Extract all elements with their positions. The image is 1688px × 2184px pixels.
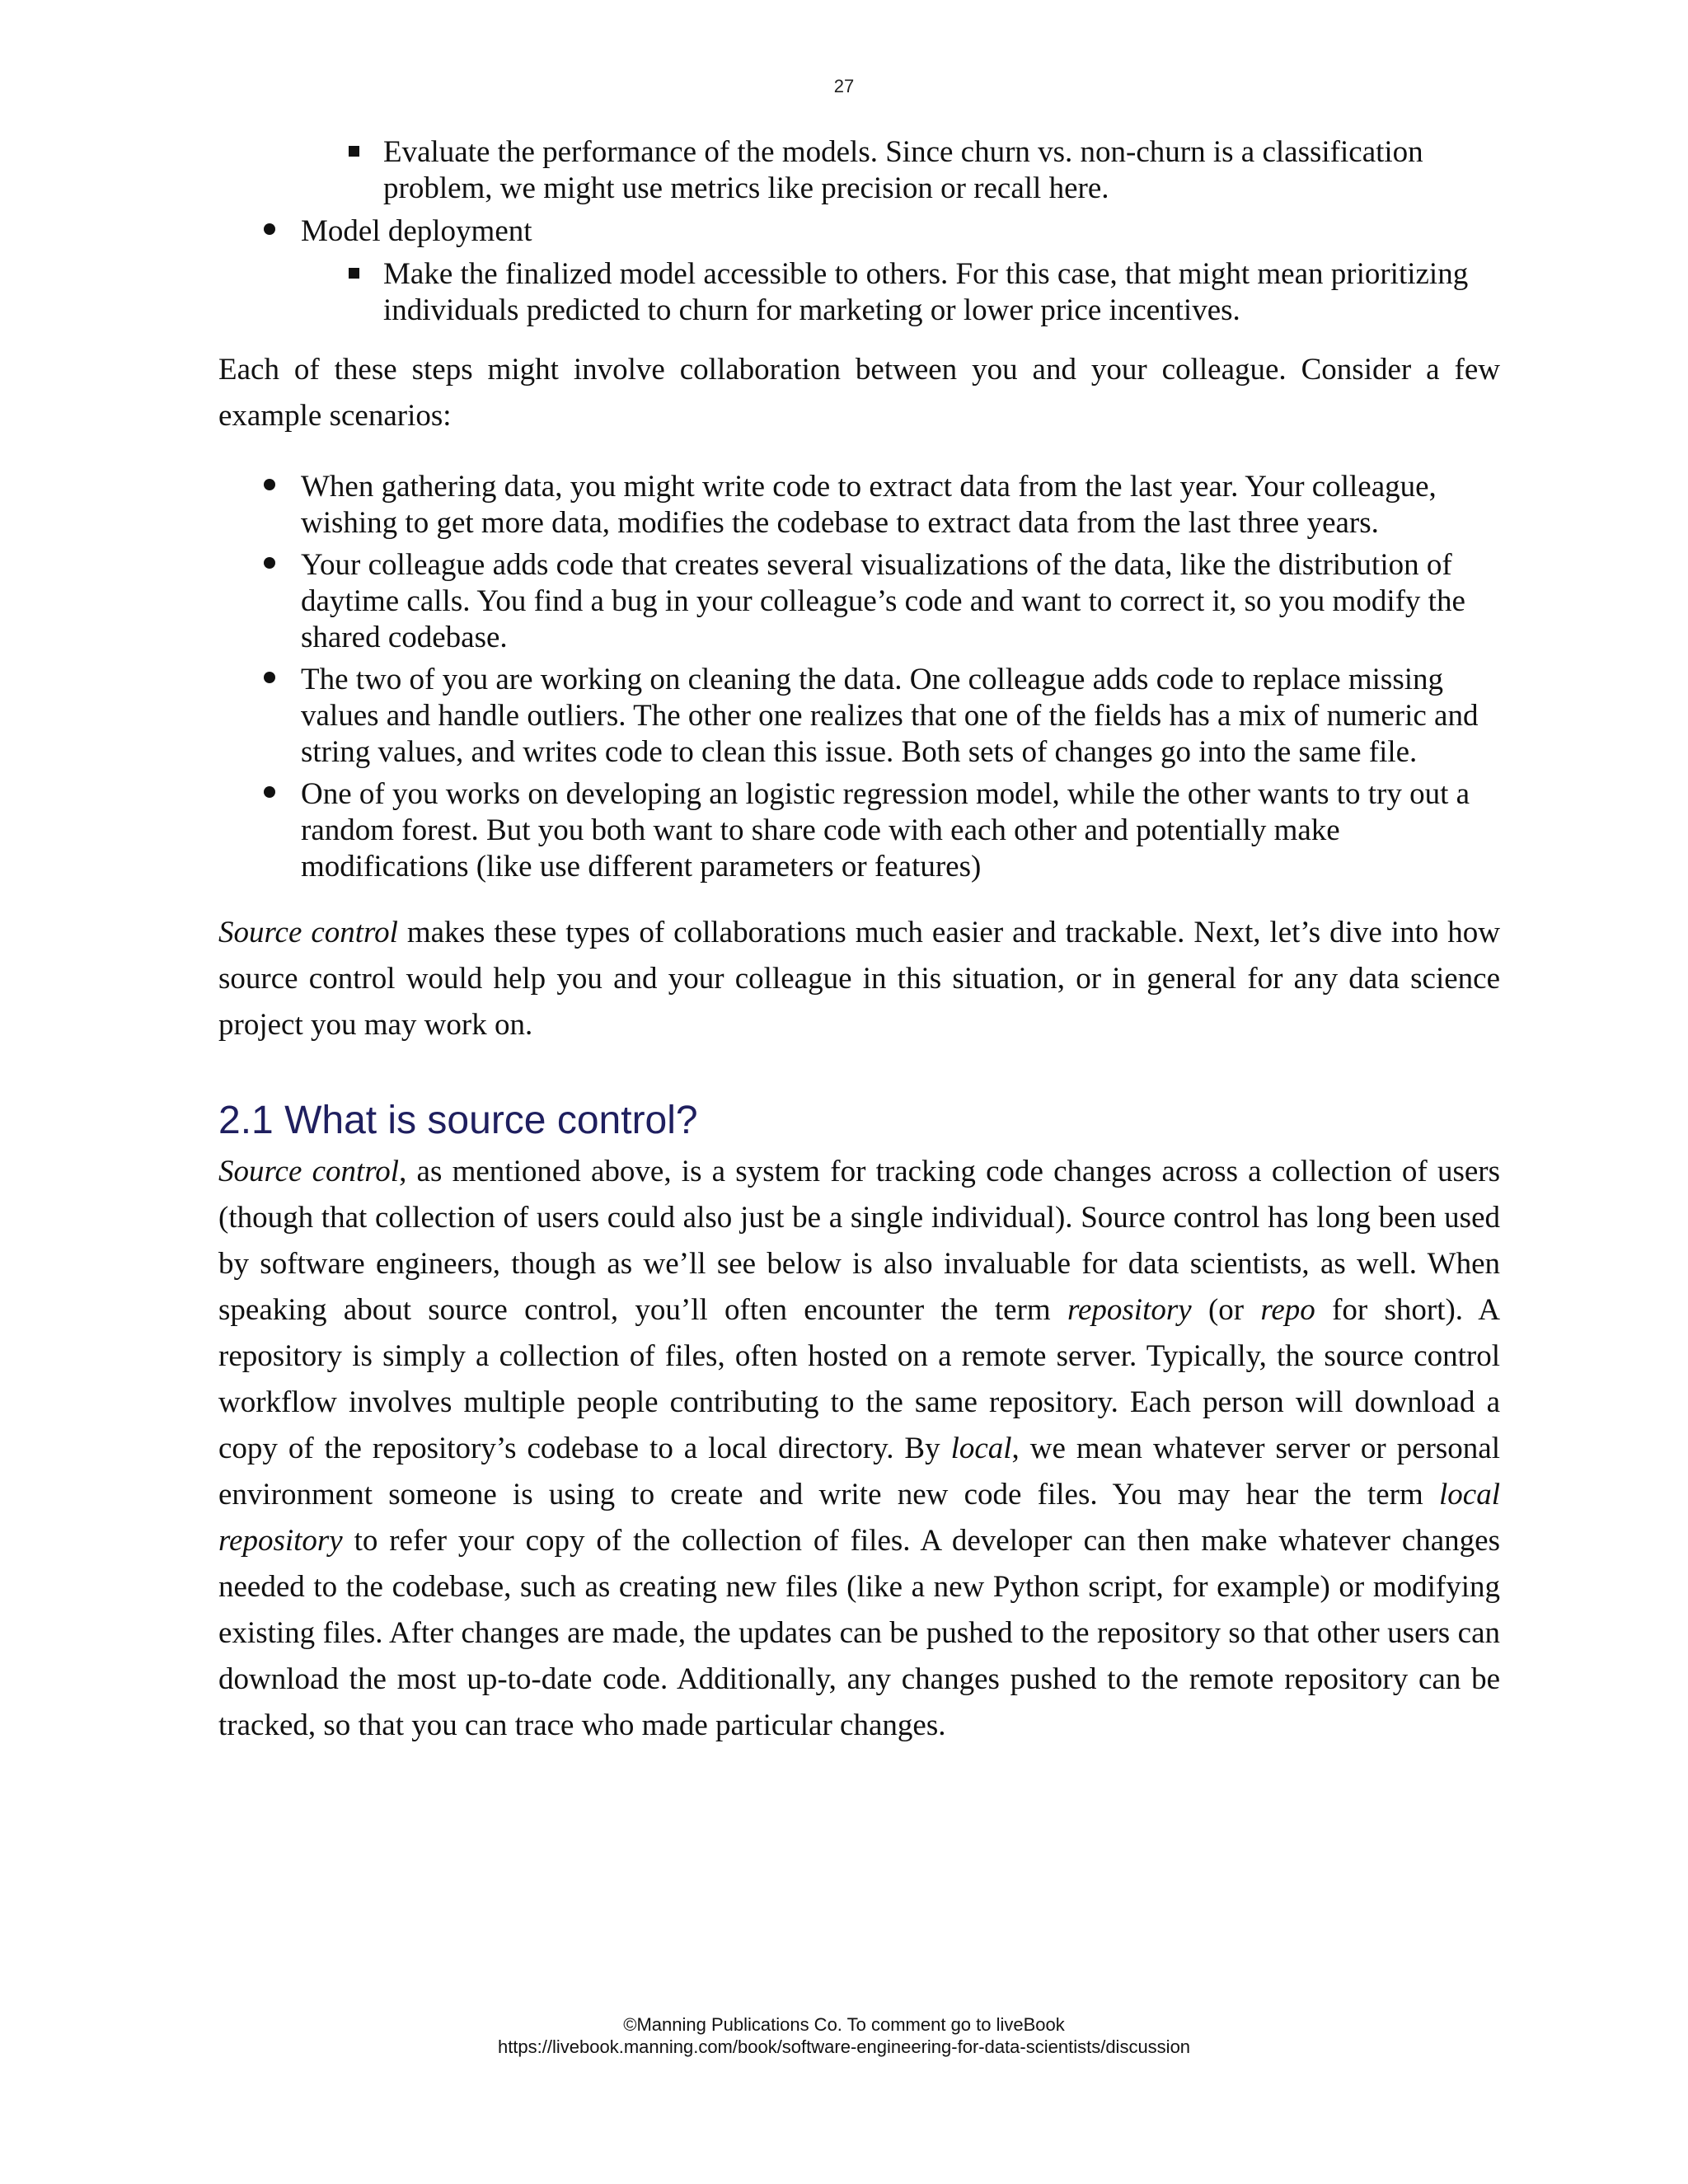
scenario-text: The two of you are working on cleaning the data. One colleague adds code to replace missing values and handle outliers. The other one realizes that one of the fields has a mix of numeric and string values, and writes code to clean this issue. Both sets of changes go into the same file. — [301, 663, 1479, 769]
scenario-list — [218, 469, 1500, 885]
footer-copyright: ©Manning Publications Co. To comment go to liveBook — [623, 2014, 1065, 2035]
evaluate-text: Evaluate the performance of the models. Since churn vs. non-churn is a classification problem, we might use metrics like precision or recall here. — [383, 135, 1423, 205]
scenario-text: One of you works on developing an logistic regression model, while the other wants to try out a random forest. But you both want to share code with each other and potentially make modifications (like use different parameters or features) — [301, 777, 1470, 883]
list-item — [301, 662, 1500, 771]
source-control-paragraph — [218, 910, 1500, 1048]
deployment-list — [218, 213, 1500, 250]
deployment-sublist — [218, 256, 1500, 329]
scenario-text: Your colleague adds code that creates several visualizations of the data, like the distribution of daytime calls. You find a bug in your colleague’s code and want to correct it, so you modify the shared codebase. — [301, 548, 1465, 654]
paragraph-text: for short). A repository is simply a collection of files, often hosted on a remote server. Typically, the source control workflow involves multiple people contributing to the same repository. Each person will download a copy of the repository’s codebase to a local directory. By — [218, 1293, 1500, 1465]
paragraph-text: makes these types of collaborations much easier and trackable. Next, let’s dive into how source control would help you and your colleague in this situation, or in general for any data science project you may work on. — [218, 916, 1500, 1042]
round-bullet-icon — [264, 223, 275, 235]
list-item — [301, 776, 1500, 885]
term: repo — [1260, 1293, 1315, 1327]
term: local repository — [218, 1478, 1500, 1558]
round-bullet-icon — [264, 786, 275, 798]
term: Source control — [218, 1155, 400, 1188]
page-number: 27 — [833, 76, 855, 96]
page-content — [218, 134, 1500, 1749]
paragraph-text: , as mentioned above, is a system for tracking code changes across a collection of users (though that collection of users could also just be a single individual). Source control has long been used by software engineers, though as we’ll see below is also invaluable for data scientists, as well. When speaking about source control, you’ll often encounter the term — [218, 1155, 1500, 1327]
list-item — [383, 256, 1500, 329]
section-heading: 2.1 What is source control? — [218, 1099, 698, 1142]
intro-paragraph: Each of these steps might involve collaboration between you and your colleague. Consider a few example scenarios: — [218, 353, 1500, 433]
round-bullet-icon — [264, 479, 275, 490]
scenario-text: When gathering data, you might write code to extract data from the last year. Your colleague, wishing to get more data, modifies the codebase to extract data from the last three years. — [301, 470, 1437, 540]
deployment-text: Make the finalized model accessible to others. For this case, that might mean prioritizing individuals predicted to churn for marketing or lower price incentives. — [383, 257, 1469, 327]
square-bullet-icon — [349, 268, 359, 279]
list-item — [383, 134, 1500, 207]
term: local — [950, 1432, 1012, 1465]
round-bullet-icon — [264, 557, 275, 569]
evaluate-sublist — [218, 134, 1500, 207]
paragraph-text: , we mean whatever server or personal environment someone is using to create and write new code files. You may hear the term — [218, 1432, 1500, 1511]
list-item — [301, 547, 1500, 656]
round-bullet-icon — [264, 672, 275, 683]
paragraph-text: (or — [1191, 1293, 1261, 1327]
list-item — [301, 469, 1500, 541]
square-bullet-icon — [349, 146, 359, 157]
paragraph-text: to refer your copy of the collection of files. A developer can then make whatever changes needed to the codebase, such as creating new files (like a new Python script, for example) or modifying existing files. After changes are made, the updates can be pushed to the repository so that other users can download the most up-to-date code. Additionally, any changes pushed to the remote repository can be tracked, so that you can trace who made particular changes. — [218, 1524, 1500, 1742]
footer-url[interactable]: https://livebook.manning.com/book/software-engineering-for-data-scientists/discussion — [497, 2036, 1191, 2057]
main-paragraph — [218, 1149, 1500, 1749]
term: repository — [1067, 1293, 1192, 1327]
source-control-term: Source control — [218, 916, 398, 949]
list-item — [301, 213, 1500, 250]
deployment-label: Model deployment — [301, 214, 532, 248]
